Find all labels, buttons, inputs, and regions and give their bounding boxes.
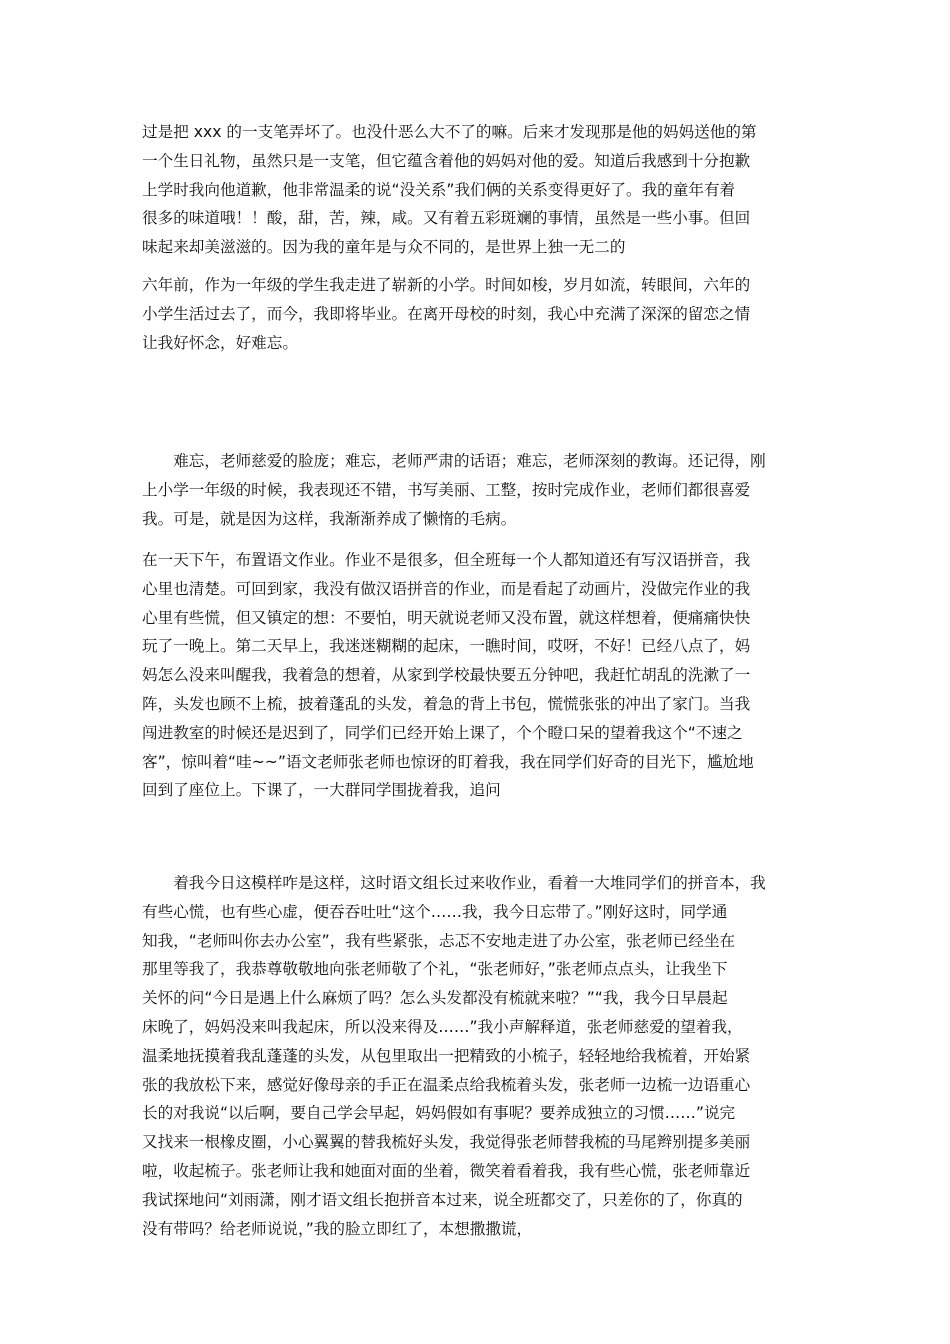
text-line: 回到了座位上。下课了，一大群同学围拢着我，追问 xyxy=(142,781,501,800)
text-line: 我。可是，就是因为这样，我渐渐养成了懒惰的毛病。 xyxy=(142,509,517,528)
text-line: 上学时我向他道歉，他非常温柔的说“没关系”我们俩的关系变得更好了。我的童年有着 xyxy=(142,180,736,199)
text-line: 闯进教室的时候还是迟到了，同学们已经开始上课了，个个瞪口呆的望着我这个“不速之 xyxy=(142,723,743,742)
text-line: 张的我放松下来，感觉好像母亲的手正在温柔点给我梳着头发，张老师一边梳一边语重心 xyxy=(142,1075,751,1094)
text-line: 客”，惊叫着“哇~~”语文老师张老师也惊讶的盯着我，我在同学们好奇的目光下，尴尬地 xyxy=(142,752,754,771)
paragraph-1 xyxy=(142,118,810,262)
text-line: 长的对我说“以后啊，要自己学会早起，妈妈假如有事呢？要养成独立的习惯……”说完 xyxy=(142,1104,736,1123)
text-line: 床晚了，妈妈没来叫我起床，所以没来得及……”我小声解释道，张老师慈爱的望着我， xyxy=(142,1017,743,1036)
text-line: 很多的味道哦！！酸，甜，苦，辣，咸。又有着五彩斑斓的事情，虽然是一些小事。但回 xyxy=(142,209,751,228)
text-line: 啦，收起梳子。张老师让我和她面对面的坐着，微笑着看着我，我有些心慌，张老师靠近 xyxy=(142,1161,751,1180)
text-line: 小学生活过去了，而今，我即将毕业。在离开母校的时刻，我心中充满了深深的留恋之情 xyxy=(142,304,751,323)
text-line: 着我今日这模样咋是这样，这时语文组长过来收作业，看着一大堆同学们的拼音本，我 xyxy=(142,874,766,892)
text-line: 温柔地抚摸着我乱蓬蓬的头发，从包里取出一把精致的小梳子，轻轻地给我梳着，开始紧 xyxy=(142,1046,751,1065)
text-line: 我试探地问“刘雨潇，刚才语文组长抱拼音本过来，说全班都交了，只差你的了，你真的 xyxy=(142,1190,743,1209)
text-line: 让我好怀念，好难忘。 xyxy=(142,333,298,352)
text-line: 味起来却美滋滋的。因为我的童年是与众不同的，是世界上独一无二的 xyxy=(142,238,626,257)
text-line: 那里等我了，我恭尊敬敬地向张老师敬了个礼，“张老师好，”张老师点点头，让我坐下 xyxy=(142,960,728,979)
paragraph-5 xyxy=(142,869,810,1243)
paragraph-3 xyxy=(142,447,810,533)
text-line: 关怀的问“今日是遇上什么麻烦了吗？怎么头发都没有梳就来啦？”“我，我今日早晨起 xyxy=(142,989,728,1008)
text-line: 上小学一年级的时候，我表现还不错，书写美丽、工整，按时完成作业，老师们都很喜爱 xyxy=(142,480,751,499)
text-line: 阵，头发也顾不上梳，披着蓬乱的头发，着急的背上书包，慌慌张张的冲出了家门。当我 xyxy=(142,694,751,713)
text-line: 妈怎么没来叫醒我，我着急的想着，从家到学校最快要五分钟吧，我赶忙胡乱的洗漱了一 xyxy=(142,666,751,685)
text-line: 六年前，作为一年级的学生我走进了崭新的小学。时间如梭，岁月如流，转眼间，六年的 xyxy=(142,276,751,294)
text-line: 没有带吗？给老师说说，”我的脸立即红了，本想撒撒谎， xyxy=(142,1219,533,1238)
paragraph-2 xyxy=(142,271,810,357)
text-line: 过是把 xxx 的一支笔弄坏了。也没什恶么大不了的嘛。后来才发现那是他的妈妈送他的第 xyxy=(142,123,757,141)
text-line: 玩了一晚上。第二天早上，我迷迷糊糊的起床，一瞧时间，哎呀，不好！已经八点了，妈 xyxy=(142,637,751,656)
text-line: 知我，“老师叫你去办公室”，我有些紧张，忐忑不安地走进了办公室，张老师已经坐在 xyxy=(142,931,736,950)
text-line: 有些心慌，也有些心虚，便吞吞吐吐“这个……我，我今日忘带了。”刚好这时，同学通 xyxy=(142,902,728,921)
text-line: 心里有些慌，但又镇定的想：不要怕，明天就说老师又没布置，就这样想着，便痛痛快快 xyxy=(142,608,751,627)
text-line: 一个生日礼物，虽然只是一支笔，但它蕴含着他的妈妈对他的爱。知道后我感到十分抱歉 xyxy=(142,151,751,170)
text-line: 心里也清楚。可回到家，我没有做汉语拼音的作业，而是看起了动画片，没做完作业的我 xyxy=(142,579,751,598)
text-line: 又找来一根橡皮圈，小心翼翼的替我梳好头发，我觉得张老师替我梳的马尾辫别提多美丽 xyxy=(142,1133,751,1152)
text-line: 在一天下午，布置语文作业。作业不是很多，但全班每一个人都知道还有写汉语拼音，我 xyxy=(142,551,751,569)
text-line: 难忘，老师慈爱的脸庞；难忘，老师严肃的话语；难忘，老师深刻的教诲。还记得，刚 xyxy=(142,452,766,470)
paragraph-4 xyxy=(142,546,810,805)
